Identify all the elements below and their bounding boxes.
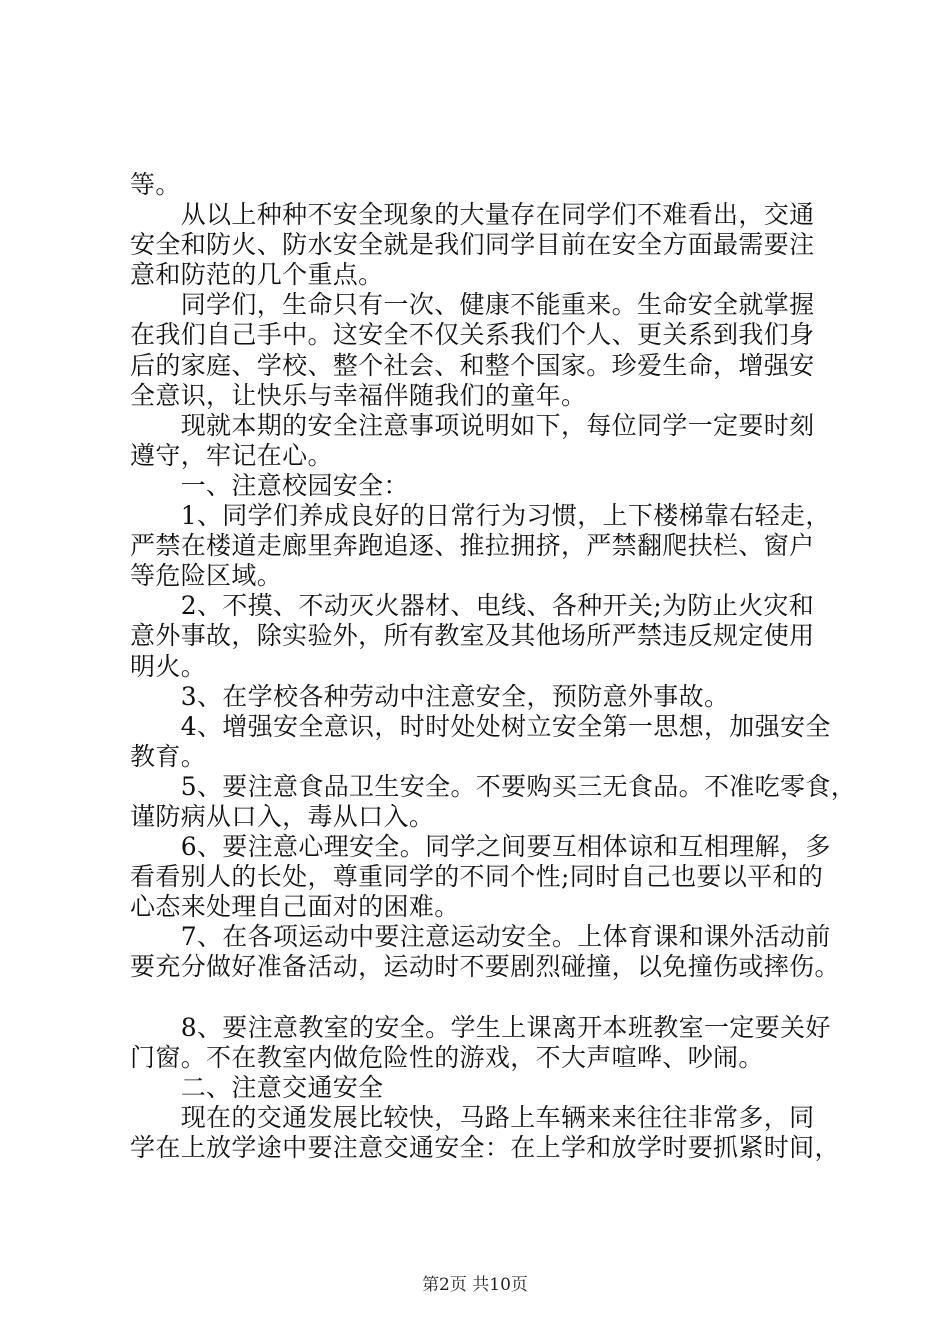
text-line: 意外事故，除实验外，所有教室及其他场所严禁违反规定使用 <box>130 621 815 651</box>
text-line: 4、增强安全意识，时时处处树立安全第一思想，加强安全 <box>130 711 831 741</box>
page-number: 第2页 共10页 <box>422 1275 528 1295</box>
blank-line <box>130 983 838 1013</box>
document-body <box>130 170 857 1163</box>
text-line: 1、同学们养成良好的日常行为习惯，上下楼梯靠右轻走， <box>130 501 831 531</box>
text-line: 学在上放学途中要注意交通安全：在上学和放学时要抓紧时间， <box>130 1132 840 1162</box>
text-line: 现在的交通发展比较快，马路上车辆来来往往非常多，同 <box>130 1102 815 1132</box>
text-line: 意和防范的几个重点。 <box>130 260 384 290</box>
text-line: 看看别人的长处，尊重同学的不同个性;同时自己也要以平和的 <box>130 862 824 892</box>
text-line: 等。 <box>130 170 181 199</box>
text-line: 后的家庭、学校、整个社会、和整个国家。珍爱生命，增强安 <box>130 350 815 380</box>
text-line: 在我们自己手中。这安全不仅关系我们个人、更关系到我们身 <box>130 320 815 350</box>
text-line: 门窗。不在教室内做危险性的游戏，不大声喧哗、吵闹。 <box>130 1042 764 1072</box>
text-line: 心态来处理自己面对的困难。 <box>130 892 460 922</box>
text-line: 安全和防火、防水安全就是我们同学目前在安全方面最需要注 <box>130 230 815 260</box>
text-line: 同学们，生命只有一次、健康不能重来。生命安全就掌握 <box>130 290 815 320</box>
text-line: 5、要注意食品卫生安全。不要购买三无食品。不准吃零食， <box>130 771 857 801</box>
text-line: 7、在各项运动中要注意运动安全。上体育课和课外活动前 <box>130 922 831 952</box>
text-line: 严禁在楼道走廊里奔跑追逐、推拉拥挤，严禁翻爬扶栏、窗户 <box>130 531 815 561</box>
text-line: 从以上种种不安全现象的大量存在同学们不难看出，交通 <box>130 200 815 230</box>
text-line: 6、要注意心理安全。同学之间要互相体谅和互相理解，多 <box>130 832 831 862</box>
text-line: 全意识，让快乐与幸福伴随我们的童年。 <box>130 380 587 410</box>
text-line: 等危险区域。 <box>130 561 283 591</box>
text-line: 遵守，牢记在心。 <box>130 440 333 470</box>
page-footer <box>0 1275 950 1295</box>
text-line: 明火。 <box>130 651 207 681</box>
section-heading: 一、注意校园安全： <box>130 470 409 500</box>
text-line: 教育。 <box>130 741 207 771</box>
text-line: 8、要注意教室的安全。学生上课离开本班教室一定要关好 <box>130 1012 831 1042</box>
section-heading: 二、注意交通安全 <box>130 1072 384 1102</box>
text-line: 3、在学校各种劳动中注意安全，预防意外事故。 <box>130 681 730 711</box>
text-line: 现就本期的安全注意事项说明如下，每位同学一定要时刻 <box>130 410 815 440</box>
text-line: 谨防病从口入，毒从口入。 <box>130 801 435 831</box>
text-line: 要充分做好准备活动，运动时不要剧烈碰撞，以免撞伤或摔伤。 <box>130 952 840 982</box>
text-line: 2、不摸、不动灭火器材、电线、各种开关;为防止火灾和 <box>130 591 815 621</box>
